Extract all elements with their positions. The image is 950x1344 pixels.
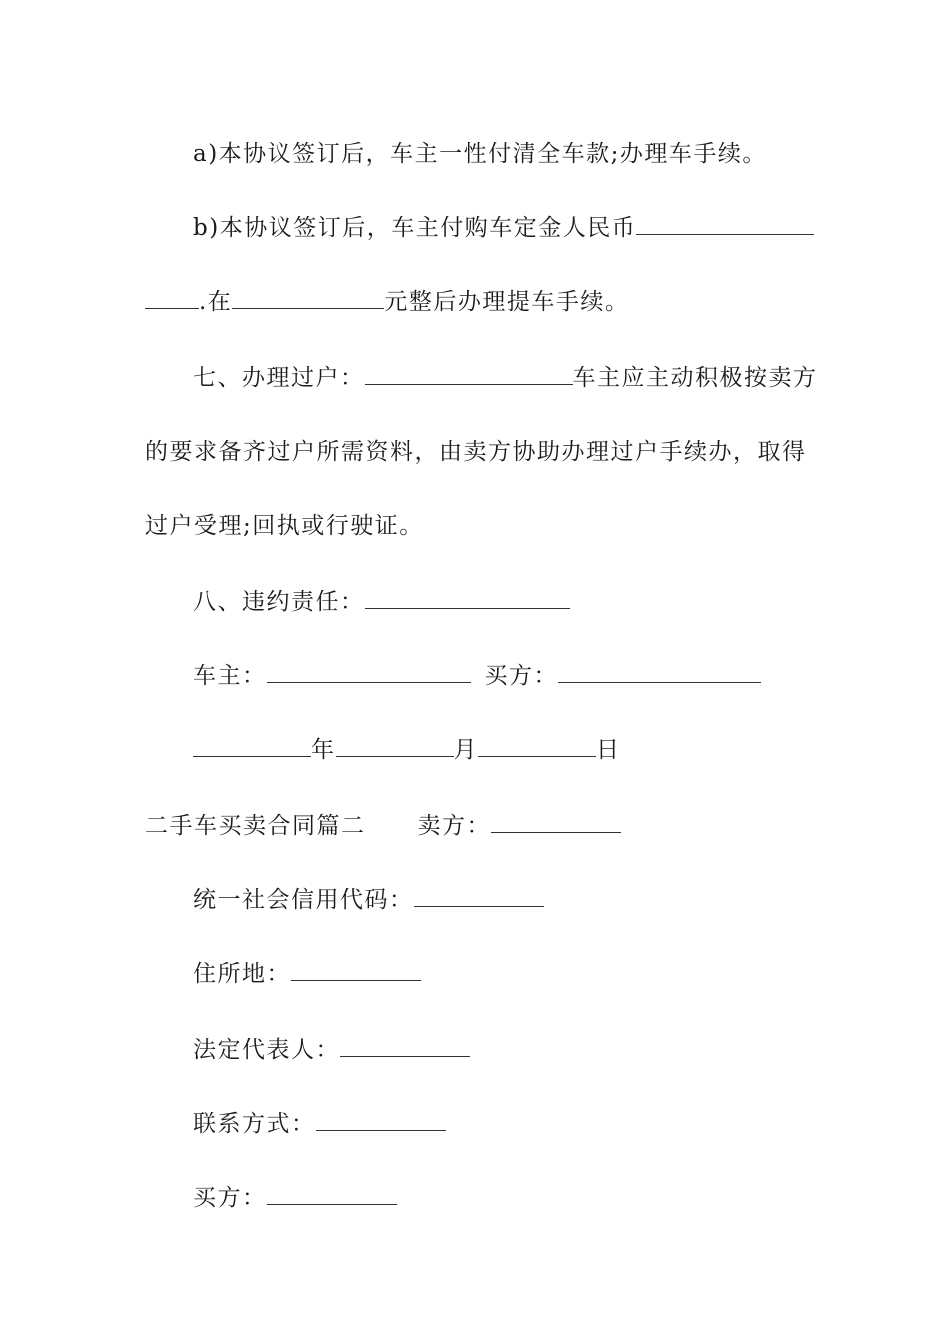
credit-code-blank[interactable] — [414, 884, 544, 907]
seller-blank[interactable] — [491, 810, 621, 833]
clause-a-text: a)本协议签订后，车主一性付清全车款;办理车手续。 — [193, 141, 767, 167]
address-blank[interactable] — [291, 958, 421, 981]
credit-code-row — [193, 884, 544, 916]
clause-eight-label: 八、违约责任： — [193, 589, 365, 615]
clause-seven-label: 七、办理过户： — [193, 365, 365, 391]
clause-seven-text-2: 的要求备齐过户所需资料，由卖方协助办理过户手续办，取得 — [145, 439, 807, 465]
clause-b — [193, 212, 814, 244]
month-label: 月 — [453, 737, 478, 763]
buyer-blank[interactable] — [267, 1182, 397, 1205]
credit-code-label: 统一社会信用代码： — [193, 887, 414, 913]
buyer-row-label: 买方： — [193, 1185, 267, 1211]
clause-b-continued — [145, 286, 629, 318]
day-blank[interactable] — [478, 734, 596, 757]
owner-label: 车主： — [193, 663, 267, 689]
clause-seven-text-3: 过户受理;回执或行驶证。 — [145, 513, 424, 539]
owner-signature-blank[interactable] — [267, 660, 471, 683]
buyer-row — [193, 1182, 397, 1214]
contact-blank[interactable] — [316, 1108, 446, 1131]
contract-two-heading — [145, 810, 621, 842]
year-label: 年 — [311, 737, 336, 763]
clause-eight — [193, 586, 570, 618]
clause-b-in-text: .在 — [199, 289, 233, 315]
clause-a — [193, 138, 767, 170]
clause-b-text: b)本协议签订后，车主付购车定金人民币 — [193, 215, 637, 241]
pickup-amount-blank[interactable] — [232, 286, 384, 309]
buyer-label: 买方： — [484, 663, 558, 689]
deposit-amount-blank[interactable] — [636, 212, 814, 235]
date-row — [193, 734, 621, 766]
month-blank[interactable] — [336, 734, 454, 757]
contact-row — [193, 1108, 446, 1140]
liability-blank[interactable] — [365, 586, 570, 609]
address-row — [193, 958, 421, 990]
clause-seven-continued-2 — [145, 510, 424, 542]
clause-b-end-text: 元整后办理提车手续。 — [384, 289, 630, 315]
contact-label: 联系方式： — [193, 1111, 316, 1137]
legal-rep-row — [193, 1034, 470, 1066]
clause-seven-text: 车主应主动积极按卖方 — [572, 365, 818, 391]
deposit-amount-blank-continued[interactable] — [145, 286, 199, 309]
contract-two-title: 二手车买卖合同篇二 — [145, 813, 366, 839]
seller-label: 卖方： — [417, 813, 491, 839]
day-label: 日 — [596, 737, 621, 763]
legal-rep-label: 法定代表人： — [193, 1037, 340, 1063]
year-blank[interactable] — [193, 734, 311, 757]
address-label: 住所地： — [193, 961, 291, 987]
transfer-blank[interactable] — [365, 362, 573, 385]
clause-seven — [193, 362, 818, 394]
legal-rep-blank[interactable] — [340, 1034, 470, 1057]
clause-seven-continued-1 — [145, 436, 807, 468]
signature-row — [193, 660, 761, 692]
buyer-signature-blank[interactable] — [558, 660, 761, 683]
